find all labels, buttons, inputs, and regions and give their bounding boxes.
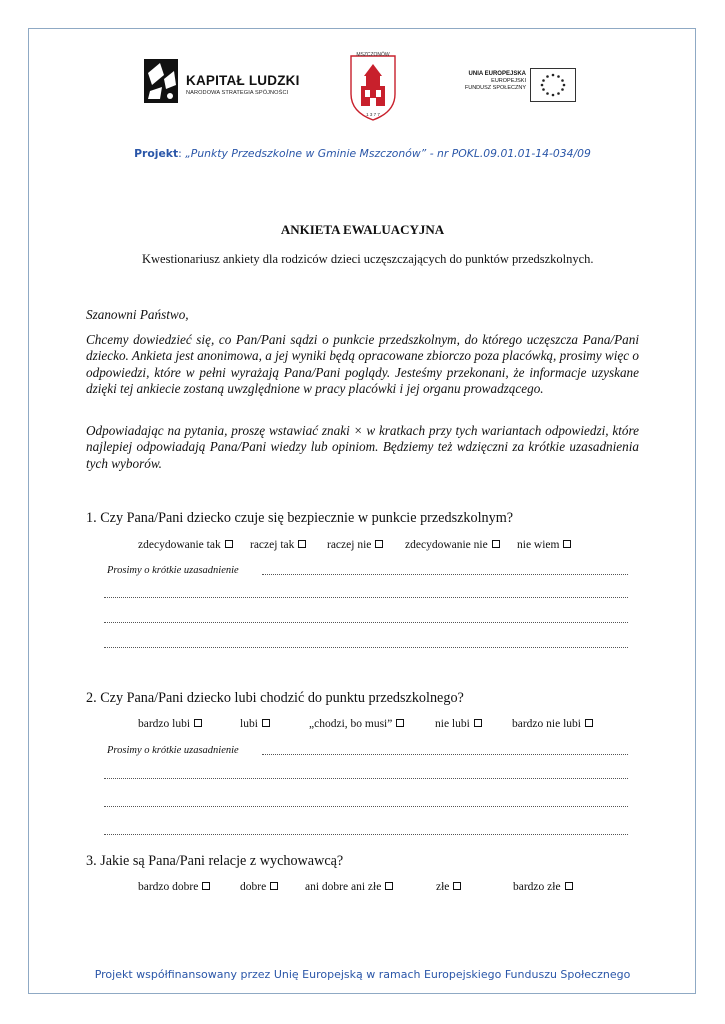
- checkbox[interactable]: [565, 882, 573, 890]
- q2-option-4[interactable]: [435, 718, 482, 730]
- kapital-ludzki-title: KAPITAŁ LUDZKI: [186, 73, 300, 88]
- q2-answer-line[interactable]: [104, 778, 628, 779]
- checkbox[interactable]: [453, 882, 461, 890]
- checkbox[interactable]: [270, 882, 278, 890]
- checkbox[interactable]: [298, 540, 306, 548]
- q2-answer-line[interactable]: [104, 806, 628, 807]
- q1-option-2-label: raczej tak: [250, 539, 295, 551]
- q1-answer-line[interactable]: [104, 647, 628, 648]
- checkbox[interactable]: [262, 719, 270, 727]
- q2-option-5[interactable]: [512, 718, 593, 730]
- q2-option-4-label: nie lubi: [435, 718, 470, 730]
- q1-option-2[interactable]: [250, 539, 306, 551]
- checkbox[interactable]: [585, 719, 593, 727]
- q2-option-3-label: „chodzi, bo musi”: [309, 718, 393, 730]
- checkbox[interactable]: [474, 719, 482, 727]
- q1-option-5-label: nie wiem: [517, 539, 560, 551]
- project-line: [0, 147, 725, 160]
- project-label: Projekt: [134, 147, 179, 160]
- question-3-options: [138, 881, 638, 897]
- q1-option-1[interactable]: [138, 539, 233, 551]
- q3-option-1-label: bardzo dobre: [138, 881, 199, 893]
- q2-justification-line[interactable]: [262, 754, 628, 755]
- q3-option-3-label: ani dobre ani złe: [305, 881, 382, 893]
- eu-flag-icon: [530, 68, 576, 102]
- q3-option-2-label: dobre: [240, 881, 267, 893]
- checkbox[interactable]: [396, 719, 404, 727]
- question-1-options: [138, 539, 638, 555]
- q3-option-5[interactable]: [513, 881, 573, 893]
- eu-social-fund-logo: [444, 68, 584, 104]
- question-2: 2. Czy Pana/Pani dziecko lubi chodzić do punktu przedszkolnego?: [86, 690, 464, 706]
- project-colon: :: [178, 147, 186, 160]
- page-title: ANKIETA EWALUACYJNA: [280, 222, 445, 237]
- q1-option-5[interactable]: [517, 539, 571, 551]
- q1-option-3[interactable]: [327, 539, 383, 551]
- q3-option-4-label: złe: [436, 881, 450, 893]
- eu-line3: FUNDUSZ SPOŁECZNY: [464, 85, 526, 91]
- salutation: Szanowni Państwo,: [86, 307, 189, 322]
- q3-option-5-label: bardzo złe: [513, 881, 561, 893]
- checkbox[interactable]: [225, 540, 233, 548]
- q1-answer-line[interactable]: [104, 622, 628, 623]
- intro-paragraph-1: Chcemy dowiedzieć się, co Pan/Pani sądzi o punkcie przedszkolnym, do którego uczęszcza Pana/Pani dziecko. Ankieta jest anonimowa, a jej wyniki będą opracowane zbiorczo poza placówką, prosimy więc o odpowiedzi, które w pełni wyrażają Pana/Pani poglądy. Jesteśmy przekonani, że informacje uzyskane dzięki tej ankiecie zostaną uwzględnione w pracy placówki i jej organu prowadzącego.: [86, 332, 639, 397]
- q1-option-4[interactable]: [405, 539, 500, 551]
- q2-answer-line[interactable]: [104, 834, 628, 835]
- mszczonow-crest-logo: [348, 50, 398, 122]
- q2-option-2[interactable]: [240, 718, 270, 730]
- q1-option-3-label: raczej nie: [327, 539, 372, 551]
- checkbox[interactable]: [492, 540, 500, 548]
- q2-option-1[interactable]: [138, 718, 202, 730]
- crest-year: 1 3 7 7: [366, 112, 380, 117]
- q2-option-2-label: lubi: [240, 718, 258, 730]
- intro-paragraph-2: Odpowiadając na pytania, proszę wstawiać znaki × w kratkach przy tych wariantach odpowiedzi, które najlepiej odpowiadają Pana/Pani wiedzy lub opiniom. Będziemy też wdzięczni za krótkie uzasadnienia tych wyborów.: [86, 423, 639, 471]
- kapital-ludzki-emblem-icon: [140, 55, 182, 107]
- q3-option-1[interactable]: [138, 881, 210, 893]
- q1-justification-label: Prosimy o krótkie uzasadnienie: [107, 565, 239, 576]
- checkbox[interactable]: [202, 882, 210, 890]
- q2-option-1-label: bardzo lubi: [138, 718, 191, 730]
- q3-option-3[interactable]: [305, 881, 393, 893]
- question-2-options: [138, 718, 638, 734]
- q1-answer-line[interactable]: [104, 597, 628, 598]
- q2-option-5-label: bardzo nie lubi: [512, 718, 581, 730]
- checkbox[interactable]: [563, 540, 571, 548]
- page-subtitle: Kwestionariusz ankiety dla rodziców dzieci uczęszczających do punktów przedszkolnych.: [142, 252, 594, 266]
- q1-option-1-label: zdecydowanie tak: [138, 539, 221, 551]
- checkbox[interactable]: [375, 540, 383, 548]
- question-3: 3. Jakie są Pana/Pani relacje z wychowawcą?: [86, 853, 344, 869]
- checkbox[interactable]: [194, 719, 202, 727]
- project-number: - nr POKL.09.01.01-14-034/09: [426, 147, 591, 160]
- footer-funding-note: Projekt współfinansowany przez Unię Europejską w ramach Europejskiego Funduszu Społecznego: [94, 968, 631, 981]
- kapital-ludzki-logo: [140, 55, 320, 107]
- question-1: 1. Czy Pana/Pani dziecko czuje się bezpiecznie w punkcie przedszkolnym?: [86, 510, 514, 526]
- q1-justification-line[interactable]: [262, 574, 628, 575]
- checkbox[interactable]: [385, 882, 393, 890]
- q3-option-2[interactable]: [240, 881, 278, 893]
- kapital-ludzki-subtitle: NARODOWA STRATEGIA SPÓJNOŚCI: [186, 90, 289, 96]
- q3-option-4[interactable]: [436, 881, 461, 893]
- eu-line2: EUROPEJSKI: [491, 78, 526, 84]
- project-title: „Punkty Przedszkolne w Gminie Mszczonów”: [185, 147, 427, 160]
- q2-justification-label: Prosimy o krótkie uzasadnienie: [107, 745, 239, 756]
- crest-name: MSZCZONÓW: [356, 52, 390, 58]
- q1-option-4-label: zdecydowanie nie: [405, 539, 488, 551]
- eu-line1: UNIA EUROPEJSKA: [468, 71, 526, 77]
- q2-option-3[interactable]: [309, 718, 404, 730]
